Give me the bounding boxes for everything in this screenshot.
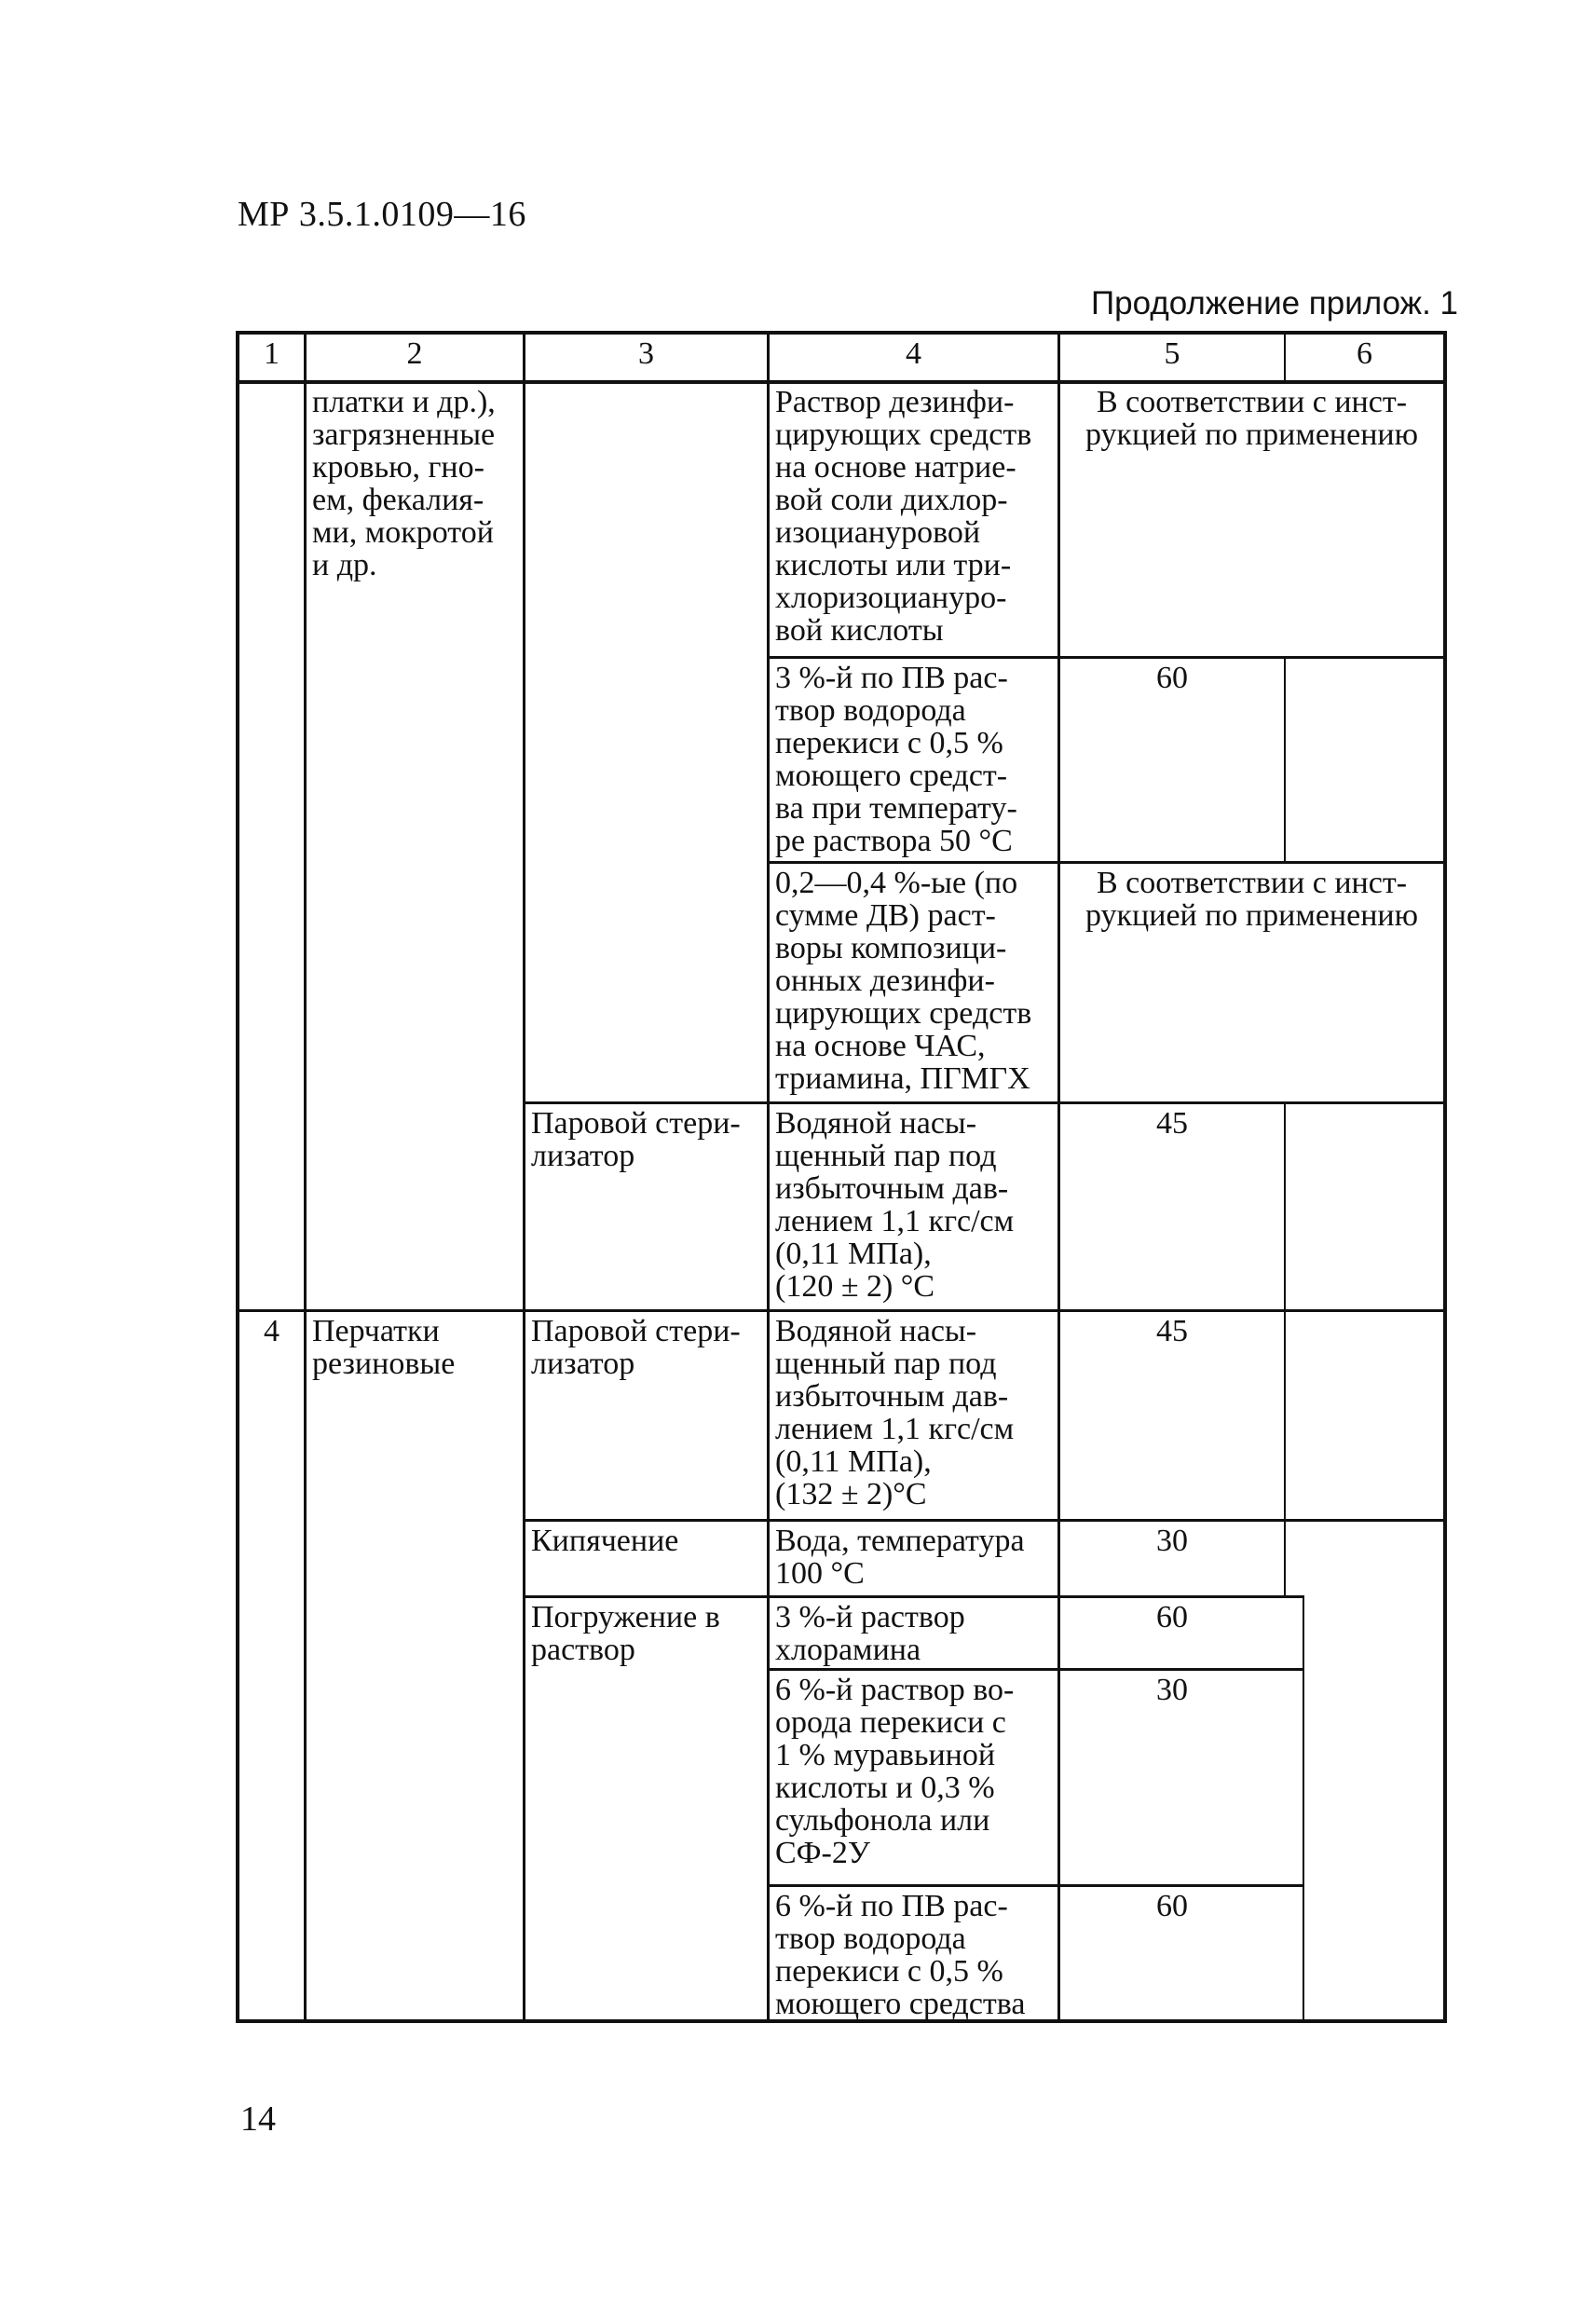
table-cell-exposure: 30: [1156, 1673, 1188, 1707]
table-cell-agent: 3 %-й по ПВ рас- твор водорода перекиси с 0,5 % моющего средст- ва при температу- ре раствора 50 °С: [775, 661, 1017, 858]
table-cell-exposure: 60: [1156, 1600, 1188, 1634]
col-divider-5-6-rest: [1284, 1104, 1286, 1598]
table-cell-exposure: В соответствии с инст- рукцией по применению: [1084, 866, 1419, 933]
table-cell-agent: Раствор дезинфи- цирующих средств на основе натрие- вой соли дихлор- изоциануровой кислоты или три- хлоризоциануро- вой кислоты: [775, 385, 1032, 648]
table-border-top: [236, 331, 1447, 335]
column-header-2: 2: [406, 336, 423, 371]
col-divider-5-6-row2: [1284, 658, 1286, 861]
table-cell-agent: Вода, температура 100 °С: [775, 1524, 1025, 1591]
column-header-3: 3: [638, 336, 654, 371]
column-header-6: 6: [1357, 336, 1372, 371]
column-header-1: 1: [264, 336, 280, 371]
table-cell-object: платки и др.), загрязненные кровью, гно- ем, фекалия- ми, мокротой и др.: [312, 385, 496, 582]
table-border-left: [236, 331, 239, 2023]
table-cell-agent: 3 %-й раствор хлорамина: [775, 1600, 965, 1667]
row-divider-6: [767, 1668, 1304, 1671]
table-cell-method: Погружение в раствор: [531, 1600, 720, 1667]
table-border-right: [1443, 331, 1447, 2023]
row-divider-2: [767, 861, 1447, 864]
continuation-label: Продолжение прилож. 1: [1091, 285, 1458, 321]
col-divider-4-5: [1057, 331, 1060, 2023]
table-cell-agent: 6 %-й по ПВ рас- твор водорода перекиси с 0,5 % моющего средства: [775, 1889, 1026, 2019]
table-cell-agent: Водяной насы- щенный пар под избыточным дав- лением 1,1 кгс/см (0,11 МПа), (120 ± 2) °С: [775, 1106, 1015, 1304]
table-cell-method: Кипячение: [531, 1524, 679, 1558]
row-divider-5b: [523, 1519, 1447, 1522]
table-cell-exposure: 45: [1156, 1314, 1188, 1348]
page-number: 14: [240, 2099, 276, 2139]
row-divider-7: [767, 1884, 1304, 1887]
table-cell-exposure: 60: [1156, 661, 1188, 695]
table-cell-exposure: 60: [1156, 1889, 1188, 1923]
table-cell-exposure: В соответствии с инст- рукцией по применению: [1084, 385, 1419, 452]
row-divider-4: [236, 1309, 1447, 1312]
table-cell-object: Перчатки резиновые: [312, 1314, 456, 1381]
table-cell-agent: 6 %-й раствор во- орода перекиси с 1 % муравьиной кислоты и 0,3 % сульфонола или СФ-2У: [775, 1673, 1015, 1870]
table-cell-method: Паровой стери- лизатор: [531, 1314, 741, 1381]
row-divider-3: [523, 1101, 1447, 1104]
table-border-bottom: [236, 2019, 1447, 2023]
table-cell-agent: Водяной насы- щенный пар под избыточным дав- лением 1,1 кгс/см (0,11 МПа), (132 ± 2)°С: [775, 1314, 1015, 1511]
table-cell-agent: 0,2—0,4 %-ые (по сумме ДВ) раст- воры композици- онных дезинфи- цирующих средств на основе ЧАС, триамина, ПГМГХ: [775, 866, 1032, 1096]
row-divider-5: [523, 1595, 1304, 1598]
row-divider-1: [767, 656, 1447, 659]
table-cell-exposure: 30: [1156, 1524, 1188, 1558]
column-header-4: 4: [906, 336, 921, 371]
document-code: МР 3.5.1.0109—16: [238, 195, 526, 234]
col-divider-5-6-bottom: [1303, 1598, 1304, 2021]
table-cell-number: 4: [264, 1314, 280, 1348]
table-cell-method: Паровой стери- лизатор: [531, 1106, 741, 1173]
column-header-5: 5: [1164, 336, 1180, 371]
table-cell-exposure: 45: [1156, 1106, 1188, 1141]
